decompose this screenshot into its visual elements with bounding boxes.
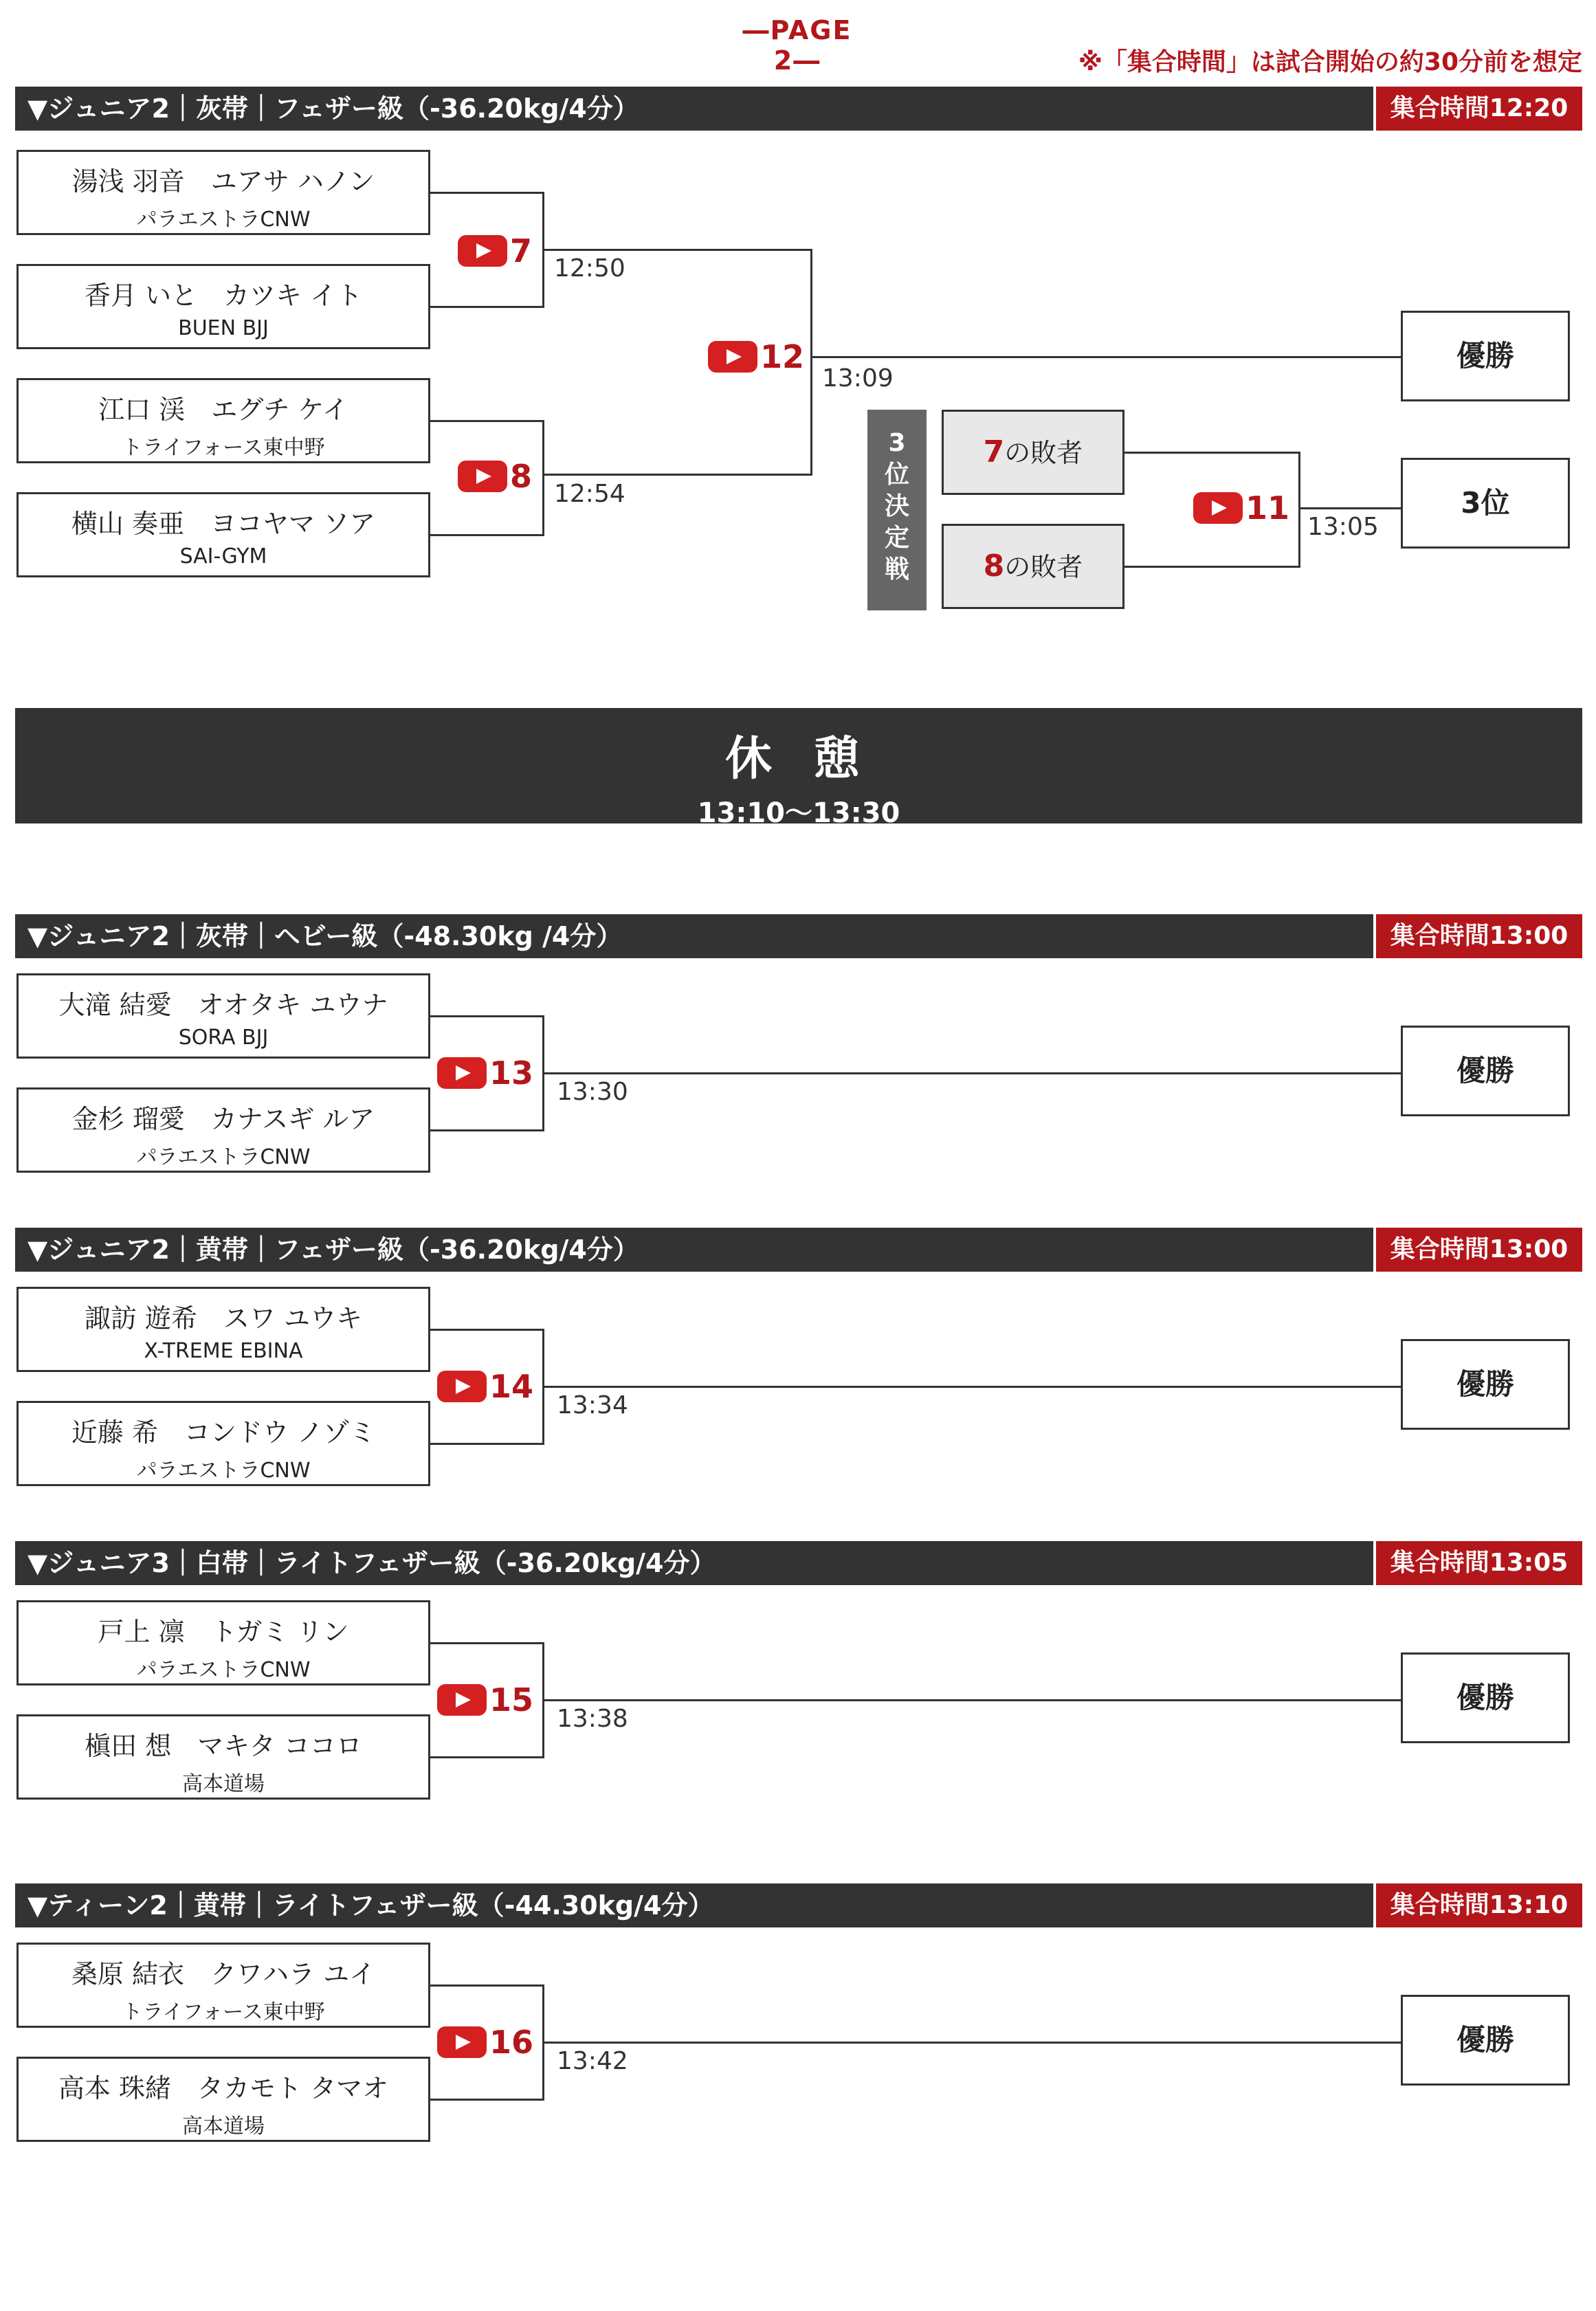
player-card xyxy=(16,150,430,235)
player-card xyxy=(16,1401,430,1486)
third-place-tag-char: 定 xyxy=(884,524,909,552)
match-number: 11 xyxy=(1245,489,1290,527)
player-club: トライフォース東中野 xyxy=(122,436,325,460)
bracket-line xyxy=(430,1756,544,1758)
player-name: 香月 いと カツキ イト xyxy=(84,280,363,311)
bracket-line xyxy=(544,1699,1401,1701)
bracket-line xyxy=(810,249,812,476)
bracket-line xyxy=(430,420,544,422)
video-play-icon[interactable] xyxy=(708,341,757,373)
player-name: 江口 渓 エグチ ケイ xyxy=(98,395,348,425)
bracket-line xyxy=(544,1386,1401,1388)
winner-box: 優勝 xyxy=(1401,1652,1570,1743)
bracket-line xyxy=(544,1072,1401,1074)
bracket-title: ▼ティーン2｜黄帯｜ライトフェザー級（-44.30kg/4分） xyxy=(27,1890,714,1921)
player-club: パラエストラCNW xyxy=(136,1658,311,1682)
break-title: 休 憩 xyxy=(725,732,872,786)
loser-match-number: 8 xyxy=(983,549,1005,584)
bracket-line xyxy=(430,192,544,194)
player-club: SORA BJJ xyxy=(178,1026,269,1050)
break-banner xyxy=(15,708,1582,829)
third-place-box: 3位 xyxy=(1401,458,1570,549)
video-play-icon[interactable] xyxy=(437,1057,487,1089)
loser-box xyxy=(942,524,1124,609)
player-card xyxy=(16,1943,430,2028)
assembly-time: 集合時間13:05 xyxy=(1373,1541,1582,1585)
video-play-icon[interactable] xyxy=(458,235,507,267)
match-number: 15 xyxy=(489,1681,534,1718)
winner-box: 優勝 xyxy=(1401,311,1570,401)
bracket-line xyxy=(430,1642,544,1644)
bracket-line xyxy=(430,1443,544,1445)
bracket-title: ▼ジュニア3｜白帯｜ライトフェザー級（-36.20kg/4分） xyxy=(27,1548,716,1578)
bracket-line xyxy=(430,1015,544,1017)
video-play-icon[interactable] xyxy=(437,2026,487,2058)
third-place-tag-char: 戦 xyxy=(884,555,909,584)
bracket-header xyxy=(15,1541,1582,1585)
bracket-line xyxy=(430,1329,544,1331)
match-number: 16 xyxy=(489,2024,534,2061)
match-time: 13:42 xyxy=(557,2047,628,2075)
bracket-line xyxy=(430,2099,544,2101)
assembly-note: ※「集合時間」は試合開始の約30分前を想定 xyxy=(1078,48,1582,76)
player-club: 高本道場 xyxy=(182,1772,265,1796)
winner-box: 優勝 xyxy=(1401,1026,1570,1116)
bracket-title: ▼ジュニア2｜灰帯｜フェザー級（-36.20kg/4分） xyxy=(27,93,639,124)
player-club: トライフォース東中野 xyxy=(122,2000,325,2024)
assembly-time: 集合時間13:00 xyxy=(1373,1228,1582,1272)
player-card xyxy=(16,1714,430,1800)
match-number: 8 xyxy=(510,458,533,495)
player-club: パラエストラCNW xyxy=(136,1459,311,1483)
page-label: ―PAGE 2― xyxy=(742,15,852,76)
video-play-icon[interactable] xyxy=(437,1371,487,1402)
bracket-line xyxy=(430,1984,544,1987)
bracket-title: ▼ジュニア2｜黄帯｜フェザー級（-36.20kg/4分） xyxy=(27,1235,639,1265)
match-number: 12 xyxy=(760,338,805,375)
match-time: 13:05 xyxy=(1307,513,1379,541)
bracket-line xyxy=(430,534,544,536)
video-play-icon[interactable] xyxy=(458,461,507,492)
player-club: SAI-GYM xyxy=(179,544,267,568)
bracket-line xyxy=(430,306,544,308)
bracket-line xyxy=(1298,452,1300,568)
match-time: 13:09 xyxy=(822,364,894,392)
match-number: 7 xyxy=(510,232,533,269)
assembly-time: 集合時間12:20 xyxy=(1373,87,1582,131)
player-name: 近藤 希 コンドウ ノゾミ xyxy=(71,1417,376,1448)
player-club: パラエストラCNW xyxy=(136,208,311,232)
player-card xyxy=(16,264,430,349)
third-place-tag-char: 位 xyxy=(884,461,909,489)
third-place-tag-char: 3 xyxy=(888,429,906,457)
loser-label: の敗者 xyxy=(1004,552,1083,582)
break-time: 13:10〜13:30 xyxy=(697,797,900,829)
player-card xyxy=(16,1287,430,1372)
player-card xyxy=(16,1087,430,1173)
player-name: 大滝 結愛 オオタキ ユウナ xyxy=(58,990,388,1020)
player-club: 高本道場 xyxy=(182,2114,265,2138)
match-time: 13:38 xyxy=(557,1705,628,1733)
bracket-line xyxy=(544,249,812,251)
bracket-line xyxy=(812,356,1401,358)
winner-box: 優勝 xyxy=(1401,1995,1570,2086)
bracket-header xyxy=(15,1883,1582,1927)
match-time: 13:34 xyxy=(557,1391,628,1419)
player-name: 横山 奏亜 ヨコヤマ ソア xyxy=(71,509,376,539)
bracket-line xyxy=(1124,452,1300,454)
bracket-header xyxy=(15,914,1582,958)
bracket-line xyxy=(544,2042,1401,2044)
third-place-tag-char: 決 xyxy=(884,492,909,520)
match-time: 12:50 xyxy=(554,254,625,283)
player-card xyxy=(16,1600,430,1685)
player-card xyxy=(16,973,430,1059)
bracket-header xyxy=(15,1228,1582,1272)
player-card xyxy=(16,2057,430,2142)
bracket-line xyxy=(1124,566,1300,568)
match-time: 12:54 xyxy=(554,480,625,508)
loser-match-number: 7 xyxy=(983,434,1005,469)
bracket-title: ▼ジュニア2｜灰帯｜ヘビー級（-48.30kg /4分） xyxy=(27,921,623,951)
player-name: 湯浅 羽音 ユアサ ハノン xyxy=(71,166,375,197)
loser-label: の敗者 xyxy=(1004,438,1083,468)
assembly-time: 集合時間13:10 xyxy=(1373,1883,1582,1927)
match-number: 14 xyxy=(489,1368,534,1405)
player-name: 槇田 想 マキタ ココロ xyxy=(85,1731,362,1761)
bracket-line xyxy=(430,1129,544,1131)
player-card xyxy=(16,378,430,463)
player-card xyxy=(16,492,430,577)
player-name: 高本 珠緒 タカモト タマオ xyxy=(58,2073,389,2103)
loser-box xyxy=(942,410,1124,495)
bracket-header xyxy=(15,87,1582,131)
player-name: 諏訪 遊希 スワ ユウキ xyxy=(84,1303,363,1334)
third-place-tag xyxy=(867,410,927,610)
video-play-icon[interactable] xyxy=(1193,492,1243,524)
player-club: BUEN BJJ xyxy=(178,316,269,340)
winner-box: 優勝 xyxy=(1401,1339,1570,1430)
player-name: 桑原 結衣 クワハラ ユイ xyxy=(71,1959,376,1989)
bracket-line xyxy=(1300,507,1401,509)
match-number: 13 xyxy=(489,1054,534,1092)
player-name: 戸上 凛 トガミ リン xyxy=(98,1617,349,1647)
assembly-time: 集合時間13:00 xyxy=(1373,914,1582,958)
match-time: 13:30 xyxy=(557,1078,628,1106)
bracket-line xyxy=(544,474,812,476)
player-club: パラエストラCNW xyxy=(136,1145,311,1169)
video-play-icon[interactable] xyxy=(437,1684,487,1716)
player-club: X-TREME EBINA xyxy=(144,1339,303,1363)
player-name: 金杉 瑠愛 カナスギ ルア xyxy=(71,1104,375,1134)
bracket-line xyxy=(542,420,544,536)
